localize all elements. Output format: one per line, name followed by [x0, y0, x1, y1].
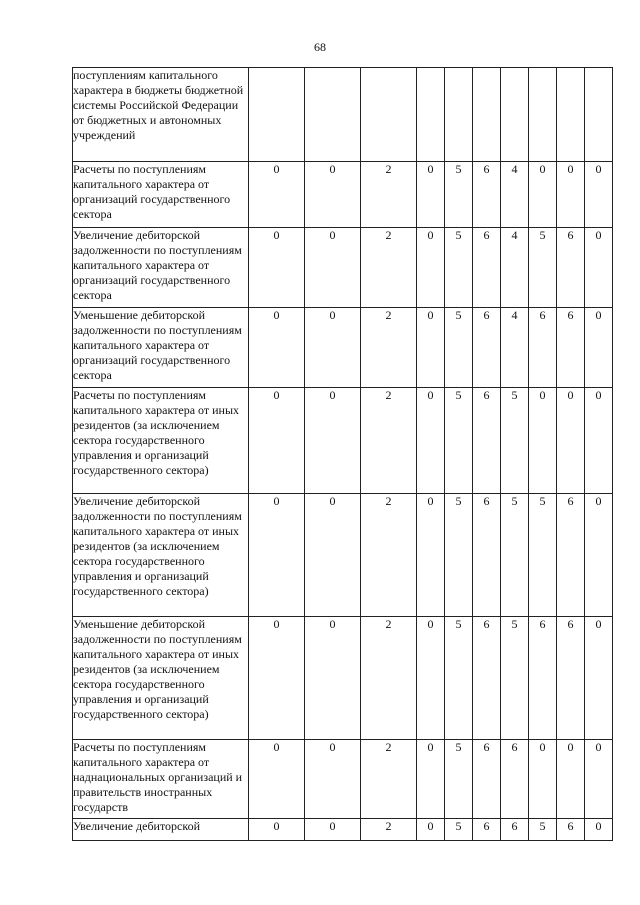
code-cell: 5	[501, 617, 529, 740]
code-cell: 0	[305, 740, 361, 819]
row-description: Расчеты по поступлениям капитального характера от иных резидентов (за исключением сектора государственного управления и организаций государственного сектора)	[73, 388, 249, 494]
code-cell: 0	[249, 308, 305, 388]
code-cell: 0	[417, 494, 445, 617]
code-cell: 0	[417, 819, 445, 841]
page-number: 68	[314, 40, 326, 54]
code-cell: 6	[557, 617, 585, 740]
code-cell: 6	[473, 740, 501, 819]
code-cell: 5	[445, 162, 473, 228]
code-cell: 0	[249, 494, 305, 617]
code-cell: 5	[445, 494, 473, 617]
code-cell: 6	[557, 819, 585, 841]
code-cell: 4	[501, 228, 529, 308]
code-cell	[249, 68, 305, 162]
code-cell: 6	[529, 308, 557, 388]
table-row	[73, 308, 613, 388]
code-cell: 2	[361, 388, 417, 494]
code-cell: 6	[557, 308, 585, 388]
code-cell: 6	[473, 494, 501, 617]
code-cell: 0	[249, 228, 305, 308]
code-cell: 0	[249, 162, 305, 228]
code-cell: 5	[445, 308, 473, 388]
row-description: Расчеты по поступлениям капитального характера от организаций государственного сектора	[73, 162, 249, 228]
table-row	[73, 68, 613, 162]
row-description: Расчеты по поступлениям капитального характера от наднациональных организаций и правительств иностранных государств	[73, 740, 249, 819]
code-cell: 0	[417, 388, 445, 494]
row-description: Увеличение дебиторской задолженности по поступлениям капитального характера от организаций государственного сектора	[73, 228, 249, 308]
code-cell: 5	[529, 494, 557, 617]
code-cell: 0	[417, 308, 445, 388]
code-cell: 0	[585, 228, 613, 308]
code-cell: 2	[361, 228, 417, 308]
code-cell: 0	[249, 388, 305, 494]
table-row	[73, 819, 613, 841]
row-description: Увеличение дебиторской задолженности по поступлениям капитального характера от иных резидентов (за исключением сектора государственного управления и организаций государственного сектора)	[73, 494, 249, 617]
code-cell	[473, 68, 501, 162]
code-cell	[557, 68, 585, 162]
code-cell: 6	[557, 494, 585, 617]
code-cell: 0	[417, 162, 445, 228]
code-cell: 5	[445, 388, 473, 494]
table-body	[73, 68, 613, 841]
code-cell: 6	[501, 819, 529, 841]
code-cell	[585, 68, 613, 162]
code-cell: 5	[445, 617, 473, 740]
code-cell: 6	[529, 617, 557, 740]
code-cell: 6	[473, 308, 501, 388]
row-description: Уменьшение дебиторской задолженности по поступлениям капитального характера от организаций государственного сектора	[73, 308, 249, 388]
code-cell: 2	[361, 308, 417, 388]
code-cell	[417, 68, 445, 162]
row-description: Увеличение дебиторской	[73, 819, 249, 841]
code-cell: 0	[557, 388, 585, 494]
code-cell: 6	[501, 740, 529, 819]
code-cell: 6	[473, 228, 501, 308]
code-cell: 4	[501, 308, 529, 388]
code-cell: 5	[445, 819, 473, 841]
code-cell: 2	[361, 740, 417, 819]
code-cell	[445, 68, 473, 162]
code-cell: 2	[361, 162, 417, 228]
code-cell: 2	[361, 617, 417, 740]
table-row	[73, 494, 613, 617]
table-row	[73, 228, 613, 308]
code-cell: 0	[305, 308, 361, 388]
code-cell: 6	[473, 819, 501, 841]
code-cell: 5	[529, 228, 557, 308]
code-cell: 0	[305, 162, 361, 228]
code-cell: 0	[529, 388, 557, 494]
row-description: поступлениям капитального характера в бюджеты бюджетной системы Российской Федерации от бюджетных и автономных учреждений	[73, 68, 249, 162]
code-cell: 6	[473, 388, 501, 494]
row-description: Уменьшение дебиторской задолженности по поступлениям капитального характера от иных резидентов (за исключением сектора государственного управления и организаций государственного сектора)	[73, 617, 249, 740]
code-cell: 0	[557, 740, 585, 819]
account-codes-table	[72, 67, 613, 841]
code-cell: 6	[473, 162, 501, 228]
code-cell	[361, 68, 417, 162]
table-row	[73, 162, 613, 228]
code-cell: 4	[501, 162, 529, 228]
code-cell: 0	[305, 228, 361, 308]
table-row	[73, 388, 613, 494]
code-cell: 0	[585, 308, 613, 388]
code-cell: 5	[445, 740, 473, 819]
code-cell	[305, 68, 361, 162]
code-cell: 0	[585, 819, 613, 841]
table-row	[73, 740, 613, 819]
code-cell: 0	[249, 617, 305, 740]
code-cell: 2	[361, 494, 417, 617]
code-cell: 5	[501, 388, 529, 494]
code-cell: 0	[585, 740, 613, 819]
table-row	[73, 617, 613, 740]
code-cell: 0	[249, 819, 305, 841]
code-cell: 2	[361, 819, 417, 841]
code-cell: 0	[417, 228, 445, 308]
code-cell: 0	[585, 617, 613, 740]
code-cell: 0	[557, 162, 585, 228]
code-cell: 0	[585, 494, 613, 617]
code-cell: 6	[557, 228, 585, 308]
code-cell: 0	[585, 162, 613, 228]
code-cell: 0	[249, 740, 305, 819]
code-cell	[529, 68, 557, 162]
code-cell: 0	[305, 388, 361, 494]
code-cell: 0	[305, 494, 361, 617]
code-cell: 0	[417, 740, 445, 819]
code-cell: 5	[501, 494, 529, 617]
code-cell: 0	[417, 617, 445, 740]
code-cell: 0	[305, 617, 361, 740]
code-cell: 0	[529, 740, 557, 819]
code-cell: 5	[445, 228, 473, 308]
code-cell	[501, 68, 529, 162]
code-cell: 5	[529, 819, 557, 841]
code-cell: 0	[305, 819, 361, 841]
code-cell: 0	[529, 162, 557, 228]
code-cell: 6	[473, 617, 501, 740]
code-cell: 0	[585, 388, 613, 494]
